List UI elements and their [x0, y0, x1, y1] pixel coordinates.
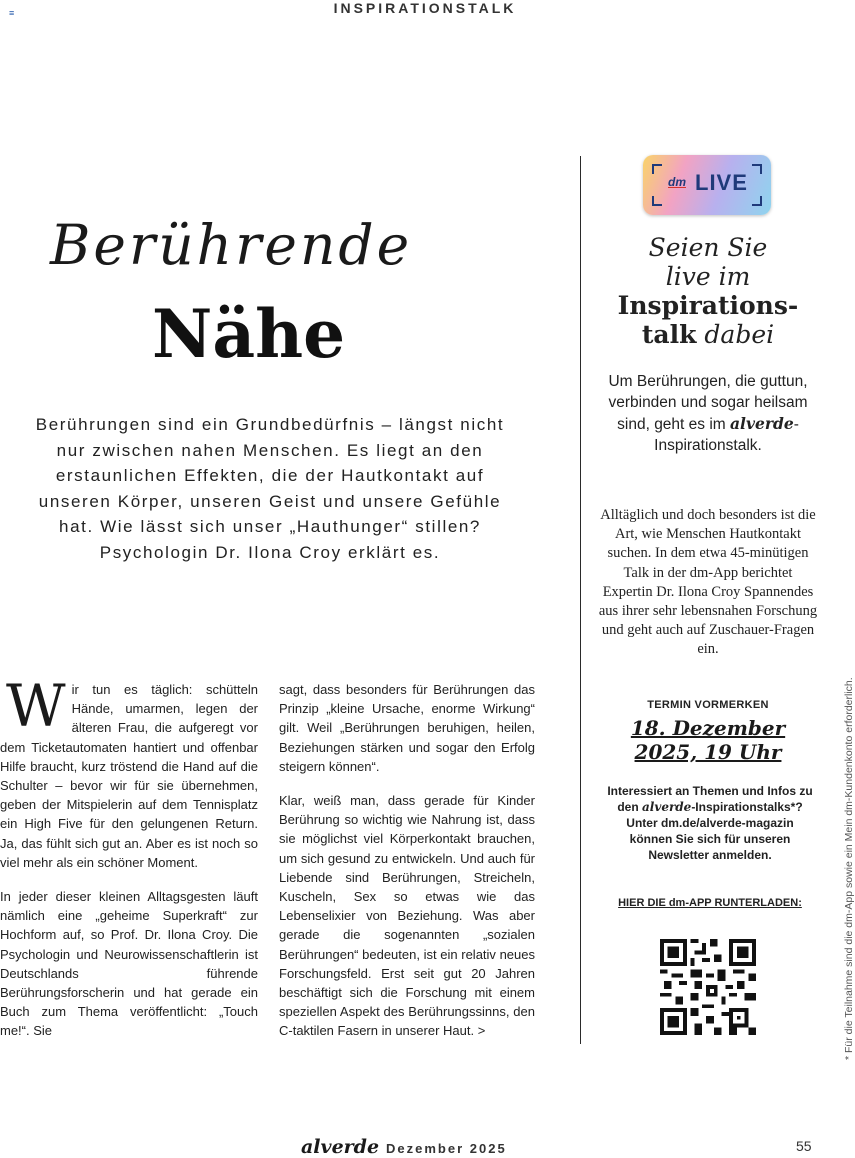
- heading-line: live im: [665, 262, 751, 291]
- dm-live-badge: [643, 155, 771, 215]
- dm-logo: dm: [668, 175, 686, 189]
- termin-label: TERMIN VORMERKEN: [647, 699, 769, 711]
- sidebar-body: Alltäglich und doch besonders ist die Art, wie Menschen Hautkontakt suchen. In dem etwa 45-minütigen Talk in der dm-App berichtet Expertin Dr. Ilona Croy Spannendes aus ihrer sehr lebensnahen Forschung und geht auch auf Zuschauer-Fragen ein.: [598, 507, 818, 658]
- footnote-vertical: * Für die Teilnahme sind die dm-App sowie ein Mein dm-Kundenkonto erforderlich.: [843, 677, 855, 1060]
- section-label: INSPIRATIONSTALK: [333, 0, 517, 16]
- newsletter-info: [605, 783, 815, 863]
- download-app-link[interactable]: HIER DIE dm-APP RUNTERLADEN:: [618, 897, 802, 909]
- page-number: 55: [796, 1138, 812, 1154]
- newsletter-text: -Inspirationstalks*? Unter dm.de/alverde-magazin können Sie sich für unseren Newsletter anmelden.: [626, 800, 803, 862]
- intro-text: Um Berührungen, die guttun, verbinden und sogar heilsam sind, geht es im: [608, 373, 808, 433]
- footer-brand: alverde: [301, 1136, 380, 1158]
- paragraph: In jeder dieser kleinen Alltagsgesten läuft nämlich eine „geheime Superkraft“ zur Hochform auf, so Prof. Dr. Ilona Croy. Die Psychologin und Neurowissenschaftlerin ist Deutschlands führende Berührungsforscherin und hat gerade ein Buch zum Thema veröffentlicht: „Touch me!“. Sie: [0, 889, 258, 1039]
- qr-code-icon[interactable]: [660, 939, 756, 1035]
- heading-word: talk: [641, 320, 697, 349]
- paragraph: Klar, weiß man, dass gerade für Kinder Berührung so wichtig wie Nahrung ist, dass sie möglichst viel Körperkontakt brauchen, um sich gesund zu entwickeln. Und auch für Liebende sind Berührungen, Streicheln, Kuscheln, Sex so etwas wie das Lebenselixier von Beziehung. Was aber gerade die sogenannten „sozialen Berührungen“ bedeuten, ist ein relativ neues Forschungsfeld. Erst seit gut 20 Jahren beschäftigt sich die Forschung mit einem speziellen Aspekt des Berührungssinns, den C-taktilen Fasern in unserer Haut. >: [279, 793, 535, 1039]
- sidebar-intro: [598, 371, 818, 456]
- intro-text: -Inspirationstalk.: [654, 416, 799, 454]
- article-column-1: [0, 672, 258, 1056]
- paragraph: [0, 672, 258, 872]
- article-title-line1: Berührende: [50, 213, 413, 277]
- newsletter-text: Interessiert an Themen und Infos zu den: [607, 784, 813, 814]
- paragraph-text: ir tun es täglich: schütteln Hände, umarmen, legen der älteren Frau, die aufgeregt vor dem Ticketautomaten hantiert und offenbar Hilfe braucht, kurz tröstend die Hand auf die Schulter – bevor wir für sie übernehmen, geben der Mitspielerin auf dem Tennisplatz ein High Five für den gelungenen Return. Ja, das fühlt sich gut an. Aber es ist noch so viel mehr als ein schöner Moment.: [0, 682, 258, 870]
- sidebar-heading: [598, 233, 818, 349]
- article-lead: Berührungen sind ein Grundbedürfnis – längst nicht nur zwischen nahen Menschen. Es liegt an den erstaunlichen Effekten, die der Hautkontakt auf unseren Körper, unseren Geist und unsere Gefühle hat. Wie lässt sich unser „Hauthunger“ stillen? Psychologin Dr. Ilona Croy erklärt es.: [35, 415, 505, 562]
- heading-word: dabei: [704, 320, 775, 349]
- live-label: LIVE: [695, 170, 748, 195]
- heading-line: Inspirations-: [617, 291, 799, 320]
- footer-date: Dezember 2025: [386, 1141, 507, 1156]
- article-column-2: [279, 680, 535, 1056]
- alverde-brand: alverde: [642, 800, 692, 814]
- alverde-brand: alverde: [730, 414, 794, 433]
- heading-line: Seien Sie: [648, 233, 768, 262]
- column-divider: [580, 156, 581, 1044]
- drop-cap: W: [6, 672, 66, 740]
- menu-icon[interactable]: ≡: [9, 8, 15, 18]
- paragraph: sagt, dass besonders für Berührungen das Prinzip „kleine Ursache, enorme Wirkung“ gilt. Weil „Berührungen beruhigen, heilen, Beziehungen stärken und sogar den Erfolg steigern können“.: [279, 682, 535, 774]
- article-title-line2: Nähe: [152, 295, 346, 373]
- termin-date: 18. Dezember 2025, 19 Uhr: [630, 716, 786, 764]
